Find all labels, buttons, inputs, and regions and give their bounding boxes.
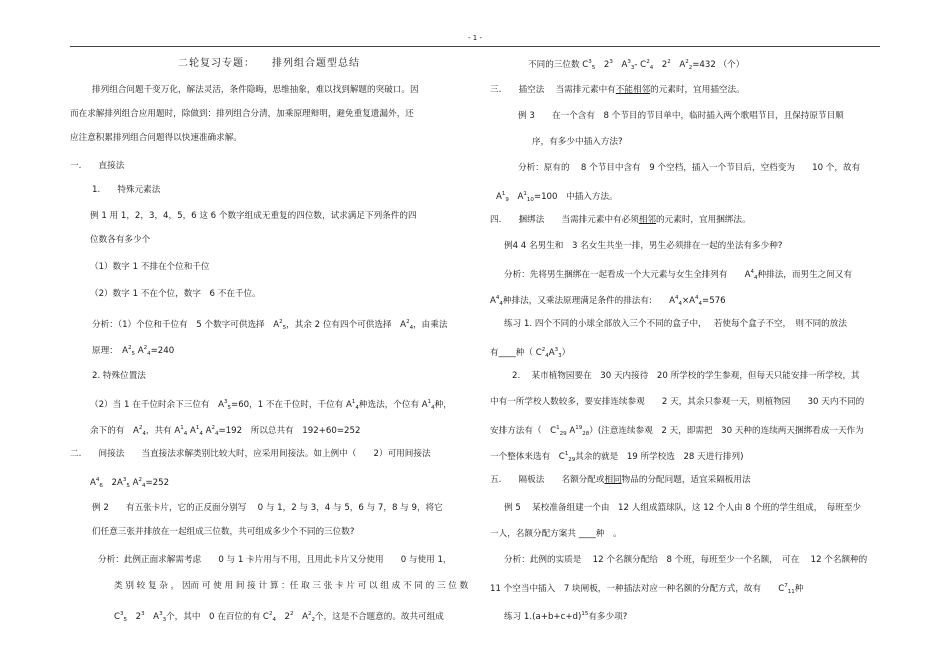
example-2-line-1: 例 2 有五张卡片，它的正反面分别写 0 与 1，2 与 3，4 与 5，6 与 7，8 与 9，将它 bbox=[92, 503, 443, 513]
example-5-line-1: 例 5 某校准备组建一个由 12 人组成篮球队，这 12 个人由 8 个班的学生组成， 每班至少 bbox=[504, 503, 862, 513]
section-1-heading: 一. 直接法 bbox=[70, 161, 125, 171]
analysis-4-line-2: $A^1_9$ $A^1_{10}=100$ 中插入方法。 bbox=[496, 191, 618, 203]
example-1-line-2: 位数各有多少个 bbox=[90, 235, 151, 245]
practice-1-line-1: 练习 1. 四个不同的小球全部放入三个不同的盒子中， 若使每个盒子不空， 则不同的放法 bbox=[504, 319, 847, 329]
section-3-heading: 三. 插空法 当需排元素中有不能相邻的元素时，宜用插空法。 bbox=[490, 85, 745, 95]
analysis-6-line-1: 分析：此例的实质是 12 个名额分配给 8 个班，每班至少一个名额， 可在 12 个名额种的 bbox=[504, 555, 868, 565]
section-2-heading: 二. 间接法 当直接法求解类别比较大时，应采用间接法。如上例中（ 2）可用间接法 bbox=[70, 449, 431, 459]
analysis-1-line-2: 原理： $A^2_5$ $A^2_4=240$ bbox=[92, 345, 175, 357]
practice-2-line-1: 2. 某市植物园要在 30 天内接待 20 所学校的学生参观，但每天只能安排一所学校，其 bbox=[512, 371, 860, 381]
example-1-question-1: （1）数字 1 不排在个位和千位 bbox=[90, 262, 210, 272]
analysis-5-line-1: 分析：先将男生捆绑在一起看成一个大元素与女生全排列有 $A^4_4$种排法，而男生之间又有 bbox=[504, 269, 853, 281]
practice-3: 练习 $1.(a+b+c+d)^{15}$有多少项? bbox=[504, 611, 628, 622]
practice-2-line-2: 中有一所学校人数较多，要安排连续参观 2 天，其余只参观一天，则植物园 30 天内不同的 bbox=[490, 397, 865, 407]
analysis-3-line-2: 类 别 较 复 杂 ， 因而 可 使 用 间 接 计 算 ：任 取 三 张 卡 片 可 以 组 成 不 同 的 三 位 数 bbox=[114, 581, 469, 591]
example-3-line-1: 例 3 在一个含有 8 个节目的节目单中，临时插入两个歌唱节目，且保持原节目顺 bbox=[518, 111, 844, 121]
analysis-6-line-2: 11 个空当中插入 7 块闸板，一种插法对应一种名额的分配方式，故有 $C^7_{11}$种 bbox=[490, 583, 804, 595]
section-4-heading: 四. 捆绑法 当需排元素中有必须相邻的元素时，宜用捆绑法。 bbox=[490, 215, 751, 225]
intro-line-2: 而在求解排列组合应用题时，除做到：排列组合分清，加乘原理辩明，避免重复遗漏外，还 bbox=[70, 109, 414, 119]
example-1-question-2: （2）数字 1 不在个位，数字 6 不在千位。 bbox=[90, 289, 261, 299]
example-3-line-2: 序，有多少中插入方法? bbox=[532, 137, 623, 147]
subsection-1-2-heading: 2. 特殊位置法 bbox=[92, 371, 146, 381]
example-5-line-2: 一人，名额分配方案共 ____种 。 bbox=[490, 529, 622, 539]
analysis-5-line-2: $A^4_4$种排法，又乘法原理满足条件的排法有: $A^4_4\times A^4_4=576$ bbox=[490, 295, 726, 307]
analysis-2-line-2: 余下的有 $A^2_4$，共有 $A^1_4$ $A^1_4$ $A^2_4=192$ 所以总共有 192+60=252 bbox=[90, 425, 361, 437]
practice-2-line-3: 安排方法有（ $C^1_{29}$ $A^{19}_{28}$）(注意连续参观 2 天，即需把 30 天种的连续两天捆绑看成一天作为 bbox=[490, 425, 864, 437]
document-title: 二轮复习专题： 排列组合题型总结 bbox=[178, 58, 360, 69]
analysis-3-line-1: 分析：此例正面求解需考虑 0 与 1 卡片用与不用，且用此卡片又分使用 0 与使用 1， bbox=[98, 555, 452, 565]
subsection-1-1-heading: 1. 特殊元素法 bbox=[92, 185, 161, 195]
example-4: 例4 4 名男生和 3 名女生共坐一排，男生必须排在一起的坐法有多少种? bbox=[504, 241, 783, 251]
analysis-2-line-1: （2）当 1 在千位时余下三位有 $A^3_5=60$，1 不在千位时，千位有 $A^1_4$种选法，个位有 $A^1_4$种， bbox=[90, 399, 452, 411]
example-2-line-2: 们任意三张并排放在一起组成三位数，共可组成多少个不同的三位数? bbox=[92, 527, 355, 537]
page-number: - 1 - bbox=[468, 34, 482, 42]
practice-1-line-2: 有____种（ $C^2_4A^3_3$） bbox=[490, 347, 571, 359]
header-rule bbox=[70, 46, 880, 47]
intro-line-1: 排列组合问题千变万化，解法灵活，条件隐晦，思维抽象，难以找到解题的突破口。因 bbox=[92, 85, 419, 95]
analysis-3-line-3: $C^3_5$ $2^3$ $A^3_3$个，其中 0 在百位的有 $C^2_4$ $2^2$ $A^2_2$个，这是不合题意的。故共可组成 bbox=[114, 611, 444, 623]
section-2-formula: $A^4_6$ $2A^3_5$ $A^2_4=252$ bbox=[90, 477, 170, 489]
analysis-1-line-1: 分析：（1）个位和千位有 5 个数字可供选择 $A^2_5$，其余 2 位有四个可供选择 $A^2_4$，由乘法 bbox=[92, 319, 448, 331]
section-5-heading: 五. 隔板法 名额分配或相同物品的分配问题，适宜采隔板用法 bbox=[490, 475, 751, 485]
practice-2-line-4: 一个整体来选有 $C^1_{29}$其余的就是 19 所学校选 28 天进行排列) bbox=[490, 451, 744, 463]
intro-line-3: 应注意积累排列组合问题得以快速准确求解。 bbox=[70, 133, 242, 143]
analysis-4-line-1: 分析：原有的 8 个节目中含有 9 个空档，插入一个节目后，空档变为 10 个，故有 bbox=[518, 163, 861, 173]
analysis-3-result: 不同的三位数 $C^3_5$ $2^3$ $A^3_3-$ $C^2_4$ $2^2$ $A^2_2=432$ （个） bbox=[528, 59, 745, 71]
example-1-line-1: 例 1 用 1，2，3，4，5，6 这 6 个数字组成无重复的四位数，试求满足下列条件的四 bbox=[90, 211, 417, 221]
